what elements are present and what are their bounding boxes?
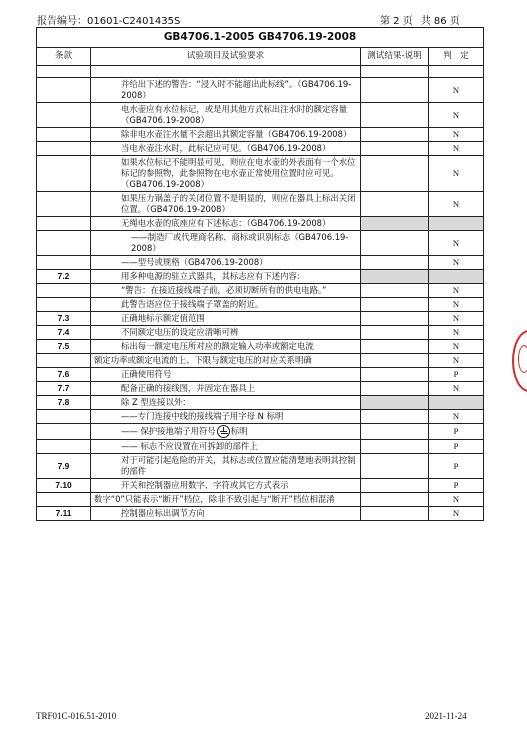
result-cell (361, 156, 429, 192)
requirement-cell: 正确地标示额定值范围 (91, 312, 361, 326)
clause-cell (37, 142, 91, 156)
requirement-cell: 无绳电水壶的底座应有下述标志：（GB4706.19-2008） (91, 217, 361, 231)
result-cell (361, 192, 429, 217)
requirement-cell: 配备正确的接线图，并固定在器具上 (91, 382, 361, 396)
requirement-cell: 不同额定电压的设定应清晰可辨 (91, 326, 361, 340)
requirement-cell: 控制器应标出调节方向 (91, 507, 361, 521)
requirement-cell: 数字“0”只能表示“断开”档位，除非不致引起与“断开”档位相混淆 (91, 493, 361, 507)
result-cell (361, 354, 429, 368)
requirement-cell: 额定功率或额定电流的上、下限与额定电压的对应关系明确 (91, 354, 361, 368)
verdict-cell: N (429, 410, 484, 424)
verdict-cell: P (429, 368, 484, 382)
protective-earth-icon (217, 425, 230, 438)
verdict-cell: P (429, 424, 484, 440)
requirement-cell: ——型号或规格（GB4706.19-2008） (91, 256, 361, 270)
result-cell (361, 142, 429, 156)
column-header-requirement: 试验项目及试验要求 (91, 48, 361, 66)
result-cell (361, 396, 429, 410)
result-cell (361, 368, 429, 382)
requirement-cell: ——制造厂或代理商名称、商标或识别标志（GB4706.19-2008） (91, 231, 361, 256)
clause-cell: 7.2 (37, 270, 91, 284)
clause-cell: 7.10 (37, 479, 91, 493)
page-number: 第 2 页 (380, 16, 413, 27)
verdict-cell: N (429, 507, 484, 521)
table-row (37, 382, 484, 396)
column-header-result: 测试结果-说明 (361, 48, 429, 66)
clause-cell: 7.11 (37, 507, 91, 521)
result-cell (361, 424, 429, 440)
result-cell (361, 440, 429, 454)
result-cell (361, 270, 429, 284)
clause-cell (37, 128, 91, 142)
verdict-cell: P (429, 479, 484, 493)
requirement-text: —— 保护接地端子用符号 (121, 426, 216, 436)
verdict-cell: N (429, 298, 484, 312)
requirement-cell: 并给出下述的警告：“浸入时不能超出此标线”。（GB4706.19-2008） (91, 78, 361, 103)
verdict-cell: N (429, 493, 484, 507)
clause-cell: 7.3 (37, 312, 91, 326)
clause-cell (37, 256, 91, 270)
verdict-cell (429, 66, 484, 78)
clause-cell (37, 66, 91, 78)
table-row (37, 354, 484, 368)
column-header-verdict: 判 定 (429, 48, 484, 66)
clause-cell (37, 192, 91, 217)
result-cell (361, 66, 429, 78)
verdict-cell: N (429, 340, 484, 354)
result-cell (361, 507, 429, 521)
clause-cell (37, 298, 91, 312)
requirement-cell: —— 标志不应设置在可拆卸的部件上 (91, 440, 361, 454)
table-row (37, 298, 484, 312)
clause-cell: 7.5 (37, 340, 91, 354)
standard-title: GB4706.1-2005 GB4706.19-2008 (37, 28, 484, 48)
requirement-cell: 开关和控制器应用数字、字符或其它方式表示 (91, 479, 361, 493)
clause-cell (37, 78, 91, 103)
result-cell (361, 326, 429, 340)
table-row (37, 493, 484, 507)
clause-cell: 7.6 (37, 368, 91, 382)
requirement-cell: 电水壶应有水位标记，或是用其他方式标出注水时的额定容量（GB4706.19-2008） (91, 103, 361, 128)
requirement-cell: 如果压力锅盖子的关闭位置不是明显的，则应在器具上标出关闭位置。（GB4706.19-2008） (91, 192, 361, 217)
table-row (37, 142, 484, 156)
verdict-cell (429, 396, 484, 410)
result-cell (361, 382, 429, 396)
result-cell (361, 78, 429, 103)
clause-cell (37, 103, 91, 128)
requirement-cell: 此警告语应位于接线端子罩盖的附近。 (91, 298, 361, 312)
table-row (37, 440, 484, 454)
table-row (37, 368, 484, 382)
result-cell (361, 454, 429, 479)
requirement-cell: 当电水壶注水时，此标记应可见。（GB4706.19-2008） (91, 142, 361, 156)
column-header-clause: 条款 (37, 48, 91, 66)
result-cell (361, 493, 429, 507)
requirement-cell: 如果水位标记不能明显可见，则应在电水壶的外表面有一个水位标记的参照物，此参照物在电水壶正常使用位置时应可见。（GB4706.19-2008） (91, 156, 361, 192)
requirement-cell: 正确使用符号 (91, 368, 361, 382)
table-row (37, 396, 484, 410)
page-indicator (380, 12, 468, 27)
table-row (37, 231, 484, 256)
table-row (37, 479, 484, 493)
table-row (37, 424, 484, 440)
requirement-cell (91, 66, 361, 78)
column-header-row (37, 48, 484, 66)
verdict-cell (429, 270, 484, 284)
verdict-cell: N (429, 284, 484, 298)
table-row (37, 326, 484, 340)
clause-cell (37, 284, 91, 298)
report-number: 报告编号：01601-C2401435S (37, 16, 181, 27)
table-row (37, 270, 484, 284)
table-row (37, 66, 484, 78)
requirement-cell: 除 Z 型连接以外： (91, 396, 361, 410)
verdict-cell: N (429, 382, 484, 396)
result-cell (361, 103, 429, 128)
seal-stamp-inner (518, 345, 527, 373)
result-cell (361, 231, 429, 256)
verdict-cell: N (429, 256, 484, 270)
table-row (37, 410, 484, 424)
requirement-cell: 用多种电源的驻立式器具，其标志应有下述内容: (91, 270, 361, 284)
requirement-cell: ——专门连接中线的接线端子用字母 N 标明 (91, 410, 361, 424)
result-cell (361, 217, 429, 231)
clause-cell (37, 424, 91, 440)
table-row (37, 156, 484, 192)
result-cell (361, 340, 429, 354)
table-row (37, 284, 484, 298)
verdict-cell: N (429, 231, 484, 256)
verdict-cell: P (429, 454, 484, 479)
clause-cell: 7.4 (37, 326, 91, 340)
table-row (37, 217, 484, 231)
clause-cell (37, 493, 91, 507)
result-cell (361, 128, 429, 142)
test-results-table (36, 27, 484, 521)
clause-cell: 7.8 (37, 396, 91, 410)
requirement-cell: 对于可能引起危险的开关，其标志或位置应能清楚地表明其控制的部件 (91, 454, 361, 479)
requirement-cell (91, 424, 361, 440)
clause-cell (37, 231, 91, 256)
report-date: 2021-11-24 (425, 711, 467, 721)
result-cell (361, 284, 429, 298)
verdict-cell: N (429, 103, 484, 128)
form-number: TRF01C-016.51-2010 (36, 711, 117, 721)
requirement-cell: 标出每一额定电压所对应的额定输入功率或额定电流 (91, 340, 361, 354)
verdict-cell: N (429, 128, 484, 142)
table-row (37, 454, 484, 479)
verdict-cell: N (429, 326, 484, 340)
verdict-cell: P (429, 440, 484, 454)
requirement-cell: 除非电水壶注水量不会超出其额定容量（GB4706.19-2008） (91, 128, 361, 142)
clause-cell (37, 156, 91, 192)
verdict-cell: N (429, 192, 484, 217)
requirement-cell: “警告：在接近接线端子前，必须切断所有的供电电路。” (91, 284, 361, 298)
result-cell (361, 312, 429, 326)
table-row (37, 78, 484, 103)
result-cell (361, 256, 429, 270)
table-row (37, 340, 484, 354)
table-row (37, 103, 484, 128)
verdict-cell: N (429, 312, 484, 326)
verdict-cell (429, 217, 484, 231)
clause-cell (37, 217, 91, 231)
table-row (37, 507, 484, 521)
clause-cell: 7.9 (37, 454, 91, 479)
verdict-cell: N (429, 156, 484, 192)
table-row (37, 312, 484, 326)
result-cell (361, 410, 429, 424)
clause-cell (37, 440, 91, 454)
page-total: 共 86 页 (420, 16, 460, 27)
requirement-text-suffix: 标明 (230, 426, 248, 436)
verdict-cell: N (429, 354, 484, 368)
result-cell (361, 479, 429, 493)
result-cell (361, 298, 429, 312)
verdict-cell: N (429, 142, 484, 156)
table-row (37, 192, 484, 217)
table-row (37, 128, 484, 142)
clause-cell (37, 354, 91, 368)
clause-cell: 7.7 (37, 382, 91, 396)
clause-cell (37, 410, 91, 424)
table-row (37, 256, 484, 270)
verdict-cell: N (429, 78, 484, 103)
